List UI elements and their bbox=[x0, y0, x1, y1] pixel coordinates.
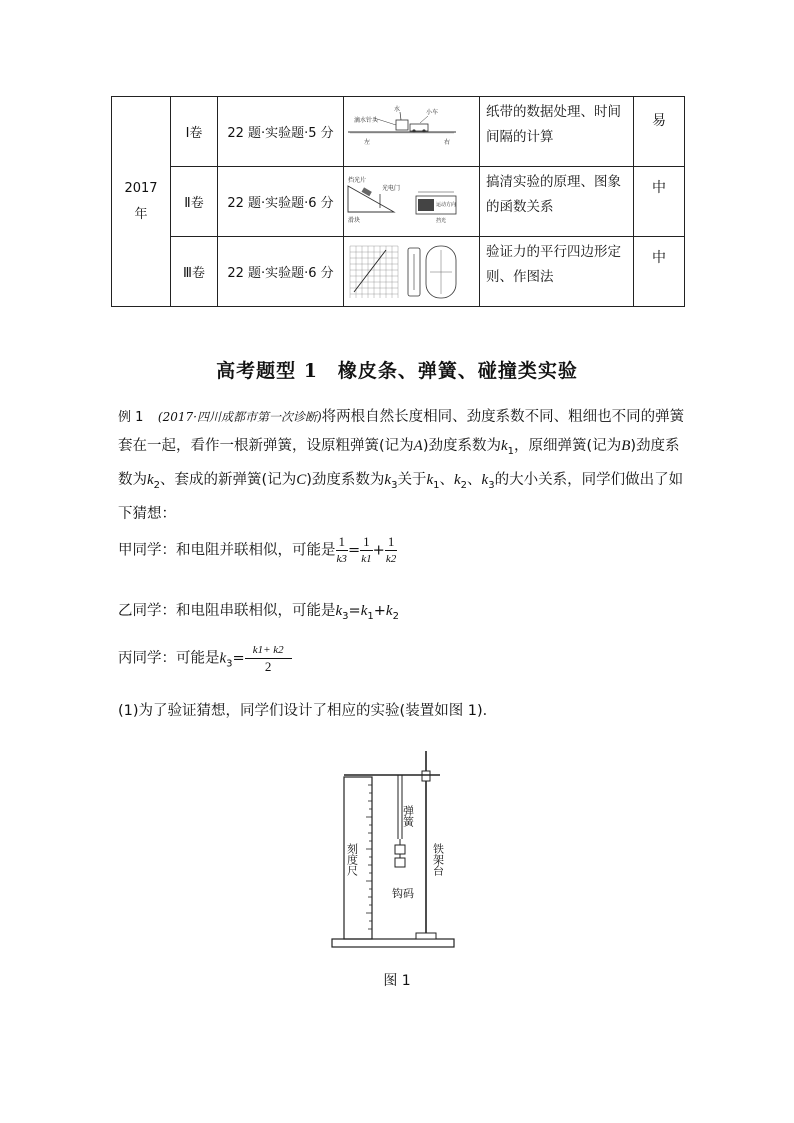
subscript: 2 bbox=[153, 479, 161, 491]
section-title: 高考题型 1 橡皮条、弹簧、碰撞类实验 bbox=[216, 360, 578, 382]
var-k: k bbox=[481, 471, 489, 488]
spring-apparatus-figure bbox=[328, 745, 458, 955]
table-row bbox=[112, 167, 685, 237]
spring-label: 弹簧 bbox=[401, 805, 415, 827]
fig-label: 滑块 bbox=[348, 216, 361, 224]
var-c: C bbox=[296, 471, 307, 488]
fig-label: 右 bbox=[444, 138, 451, 146]
fig-label: 挡光片 bbox=[348, 176, 367, 184]
example-text: )劲度系数为 bbox=[118, 438, 680, 488]
paper-cell: Ⅱ卷 bbox=[171, 167, 218, 237]
var-k: k bbox=[384, 471, 392, 488]
guess-yi: 乙同学：和电阻串联相似，可能是$k_3=k_1+k_2$ bbox=[118, 603, 399, 622]
plus-sign: + bbox=[372, 542, 385, 559]
desc-cell: 搞清实验的原理、图象的函数关系 bbox=[480, 167, 634, 237]
fig-label: 左 bbox=[364, 138, 371, 146]
fig-label: 挡光 bbox=[436, 217, 447, 224]
drip-timer-figure bbox=[344, 102, 460, 162]
var-b: B bbox=[621, 438, 631, 454]
year-label: 2017 年 bbox=[124, 180, 158, 222]
guess-bing: 丙同学：可能是$k_3=$ $\frac{k1+ k2}{2}$ bbox=[118, 642, 292, 675]
subscript: 3 bbox=[391, 479, 398, 491]
table-row bbox=[112, 237, 685, 307]
equals-sign: = bbox=[348, 542, 361, 559]
var-a: A bbox=[413, 438, 423, 454]
fig-label: 光电门 bbox=[382, 184, 401, 192]
example-text: 、 bbox=[467, 471, 482, 488]
force-grid-figure bbox=[344, 242, 460, 302]
ruler-label: 刻度尺 bbox=[345, 843, 359, 876]
step-one-text: (1)为了验证猜想，同学们设计了相应的实验(装置如图 1)． bbox=[118, 703, 498, 719]
example-text: 、套成的新弹簧(记为 bbox=[160, 471, 297, 488]
figure-cell bbox=[344, 237, 480, 307]
figure-cell bbox=[344, 97, 480, 167]
exam-info-table bbox=[111, 96, 685, 307]
figure-cell bbox=[344, 167, 480, 237]
desc-cell: 验证力的平行四边形定则、作图法 bbox=[480, 237, 634, 307]
subscript: 3 bbox=[488, 479, 495, 491]
fig-label: 运动方向 bbox=[436, 201, 457, 208]
table-row bbox=[112, 97, 685, 167]
difficulty-cell: 易 bbox=[634, 97, 685, 167]
guess-text: 乙同学：和电阻串联相似，可能是 bbox=[118, 603, 336, 619]
example-text: 将两根自然长度相同、劲度系数不同、粗细也不同的弹簧套在一起，看作一根新弹簧，设原粗弹簧(记为 bbox=[118, 409, 685, 454]
example-text: 关于 bbox=[397, 471, 427, 488]
fraction: $\frac{k1+ k2}{2}$ bbox=[245, 642, 292, 675]
var-k: k bbox=[453, 471, 461, 488]
guess-text: 丙同学：可能是 bbox=[118, 650, 220, 667]
guess-jia bbox=[118, 534, 397, 567]
example-text: )劲度系数为 bbox=[422, 438, 501, 454]
guess-text: 甲同学：和电阻并联相似，可能是 bbox=[118, 542, 336, 559]
var-k: k bbox=[426, 471, 434, 488]
example-label: 例 1 bbox=[118, 410, 144, 425]
year-cell bbox=[112, 97, 171, 307]
fraction: $\frac{1}{k2}$ bbox=[385, 534, 397, 565]
subscript: 2 bbox=[460, 479, 468, 491]
example-text: )劲度系数为 bbox=[306, 471, 385, 488]
example-source: (2017·四川成都市第一次诊断) bbox=[157, 410, 322, 424]
paper-cell: Ⅲ卷 bbox=[171, 237, 218, 307]
stand-label: 铁架台 bbox=[431, 843, 445, 876]
question-cell: 22 题·实验题·6 分 bbox=[218, 237, 344, 307]
weights-label: 钩码 bbox=[392, 887, 414, 900]
example-text: ，原细弹簧(记为 bbox=[514, 438, 622, 454]
fig-label: 滴水针头 bbox=[354, 116, 379, 124]
fig-label: 水 bbox=[394, 105, 401, 113]
question-cell: 22 题·实验题·5 分 bbox=[218, 97, 344, 167]
paper-cell: Ⅰ卷 bbox=[171, 97, 218, 167]
subscript: 1 bbox=[507, 445, 515, 457]
question-cell: 22 题·实验题·6 分 bbox=[218, 167, 344, 237]
desc-cell: 纸带的数据处理、时间间隔的计算 bbox=[480, 97, 634, 167]
example-paragraph bbox=[118, 403, 688, 528]
var-k: k bbox=[147, 471, 154, 488]
subscript: 1 bbox=[433, 479, 440, 491]
example-text: 、 bbox=[439, 471, 454, 488]
var-k: k bbox=[501, 438, 508, 454]
difficulty-cell: 中 bbox=[634, 237, 685, 307]
incline-photogate-figure bbox=[344, 172, 460, 232]
fig-label: 小车 bbox=[426, 108, 439, 116]
fraction: $\frac{1}{k1}$ bbox=[361, 534, 372, 565]
example-text: 的大小关系，同学们做出了如下猜想： bbox=[118, 471, 684, 522]
figure-caption: 图 1 bbox=[383, 973, 411, 989]
difficulty-cell: 中 bbox=[634, 167, 685, 237]
fraction: $\frac{1}{k3}$ bbox=[336, 534, 347, 565]
